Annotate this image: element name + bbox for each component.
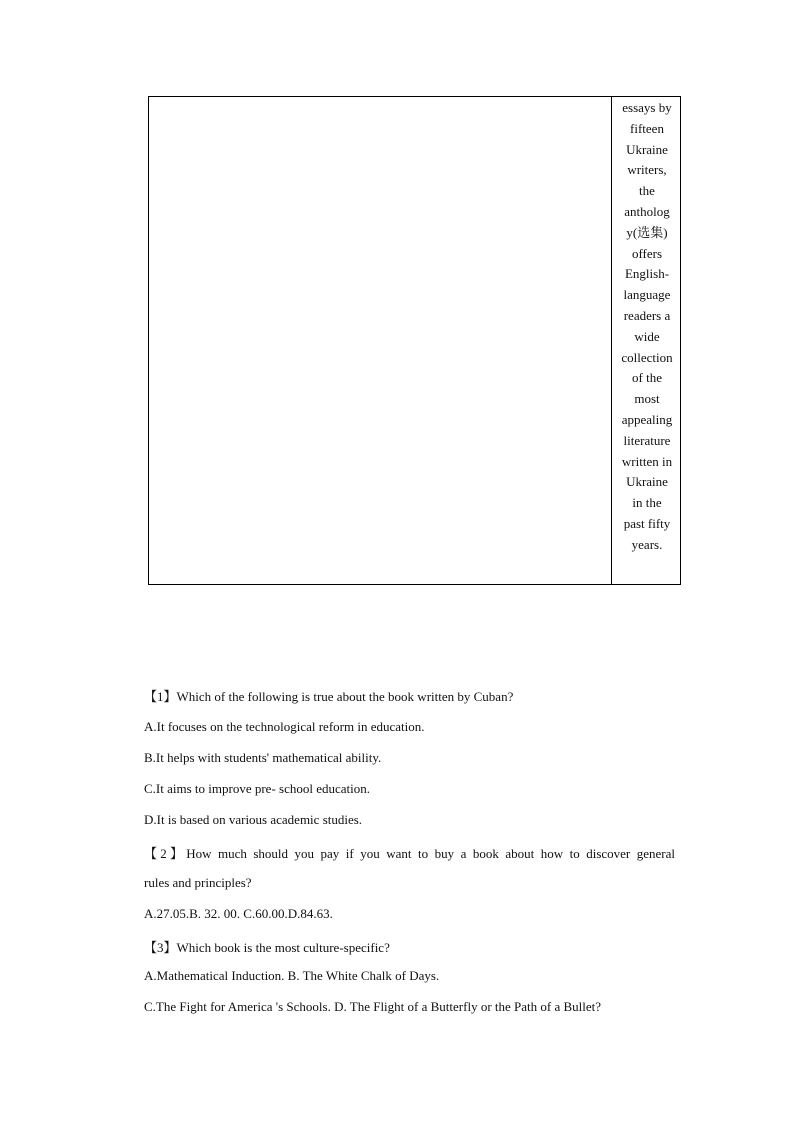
book-description-line: writers, [627,162,667,178]
book-description-line: in the [632,495,662,511]
book-description-line: written in [621,453,673,469]
question-3-stem: 【3】Which book is the most culture-specific? [144,940,390,955]
book-description-line: most [634,391,660,407]
question-1-stem: 【1】Which of the following is true about the book written by Cuban? [144,689,514,704]
book-description-line: the [639,183,655,199]
table-cell-left [149,97,611,584]
question-2-stem-line1: 【2】How much should you pay if you want to buy a book about how to discover general [144,846,675,861]
book-description-line: y(选集) [626,224,668,240]
question-2-stem-line2: rules and principles? [144,875,252,890]
book-description-line: Ukraine [626,141,668,157]
book-description-line: antholog [624,203,670,219]
book-description [612,98,682,556]
book-description-line: essays by [622,100,672,115]
book-description-line: readers a [623,307,671,323]
question-1-option-c: C.It aims to improve pre- school education. [144,781,371,796]
book-description-line: English- [624,266,670,282]
book-description-line: years. [631,536,663,552]
book-description-line: offers [631,245,663,261]
table-cell-right [612,97,682,584]
question-3-options-line2: C.The Fight for America 's Schools. D. The Flight of a Butterfly or the Path of a Bullet? [144,999,602,1014]
book-description-line: fifteen [630,120,664,136]
book-description-line: wide [634,328,660,344]
book-description-line: appealing [621,411,673,427]
book-table [148,96,681,585]
question-1-option-d: D.It is based on various academic studies. [144,812,363,827]
book-description-line: literature [623,432,671,448]
book-description-line: collection [621,349,673,365]
question-1-option-b: B.It helps with students' mathematical ability. [144,750,382,765]
book-description-line: Ukraine [626,474,668,490]
question-1-option-a: A.It focuses on the technological reform in education. [144,719,425,734]
question-3-options-line1: A.Mathematical Induction. B. The White Chalk of Days. [144,968,440,983]
book-description-line: language [623,287,671,303]
book-description-line: past fifty [623,515,671,531]
book-description-line: of the [632,370,662,386]
question-2-options: A.27.05.B. 32. 00. C.60.00.D.84.63. [144,906,333,921]
